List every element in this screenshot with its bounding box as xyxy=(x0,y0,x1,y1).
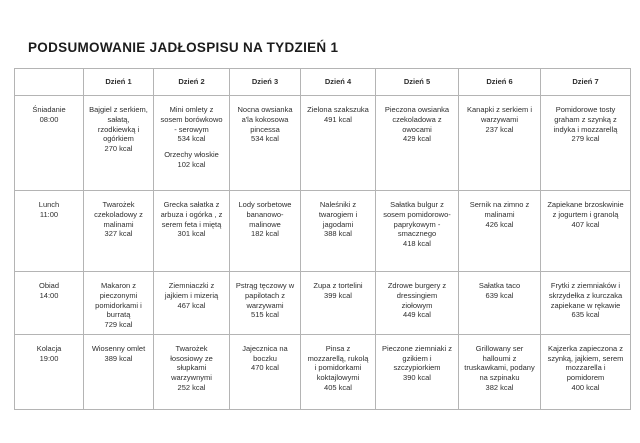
dish-name: Makaron z pieczonymi pomidorkami i burratą xyxy=(95,281,142,320)
dish-entry xyxy=(464,344,535,393)
day-header-1: Dzień 1 xyxy=(84,69,154,96)
corner-cell xyxy=(15,69,84,96)
dish-name: Twarożek łososiowy ze słupkami warzywnymi xyxy=(170,343,213,382)
dish-entry xyxy=(546,105,625,144)
dish-kcal: 418 kcal xyxy=(403,239,431,248)
meal-cell xyxy=(376,191,459,272)
meal-cell xyxy=(376,272,459,335)
dish-kcal: 390 kcal xyxy=(403,373,431,382)
day-header-6: Dzień 6 xyxy=(459,69,541,96)
dish-name: Pomidorowe tosty graham z szynką z indyka i mozzarellą xyxy=(553,105,618,134)
meal-cell xyxy=(154,191,230,272)
dish-name: Ziemniaczki z jajkiem i mizerią xyxy=(164,281,219,300)
meal-row xyxy=(15,191,631,272)
meal-name: Lunch xyxy=(38,200,60,209)
dish-entry xyxy=(159,344,224,393)
dish-entry xyxy=(306,105,370,125)
meal-row-label xyxy=(15,334,84,409)
dish-name: Frytki z ziemniaków i skrzydełka z kurczaka zapiekane w rękawie xyxy=(548,281,623,310)
meal-cell xyxy=(541,96,631,191)
dish-kcal: 470 kcal xyxy=(251,363,279,373)
meal-plan-table xyxy=(14,68,631,410)
dish-kcal: 467 kcal xyxy=(177,300,206,310)
dish-kcal: 382 kcal xyxy=(485,382,514,392)
dish-entry xyxy=(235,200,295,239)
dish-entry xyxy=(546,281,625,320)
dish-kcal: 426 kcal xyxy=(485,219,514,229)
dish-entry xyxy=(306,281,370,301)
dish-kcal: 279 kcal xyxy=(571,134,600,144)
dish-entry xyxy=(381,344,453,383)
meal-cell xyxy=(459,272,541,335)
meal-cell xyxy=(154,272,230,335)
meal-cell xyxy=(154,96,230,191)
dish-entry xyxy=(89,344,148,364)
meal-cell xyxy=(376,96,459,191)
dish-entry xyxy=(306,344,370,393)
meal-cell xyxy=(84,272,154,335)
meal-cell xyxy=(541,272,631,335)
meal-cell xyxy=(301,96,376,191)
dish-name: Sernik na zimno z malinami xyxy=(469,200,530,219)
meal-cell xyxy=(541,334,631,409)
dish-kcal: 729 kcal xyxy=(104,320,133,329)
meal-cell xyxy=(84,334,154,409)
dish-name: Grecka sałatka z arbuza i ogórka , z serem feta i miętą xyxy=(160,200,223,229)
meal-name: Śniadanie xyxy=(32,105,66,114)
dish-name: Pstrąg tęczowy w papilotach z warzywami xyxy=(235,281,295,310)
meal-cell xyxy=(154,334,230,409)
dish-kcal: 405 kcal xyxy=(324,382,352,392)
dish-entry xyxy=(159,200,224,239)
dish-entry xyxy=(159,281,224,310)
dish-entry xyxy=(159,105,224,144)
dish-entry xyxy=(89,200,148,239)
dish-name: Kanapki z serkiem i warzywami xyxy=(466,105,533,124)
dish-entry xyxy=(89,105,148,154)
dish-entry xyxy=(381,281,453,320)
dish-name: Naleśniki z twarogiem i jagodami xyxy=(318,200,358,229)
dish-kcal: 327 kcal xyxy=(104,229,133,239)
meal-cell xyxy=(541,191,631,272)
dish-kcal: 301 kcal xyxy=(177,229,206,239)
dish-kcal: 399 kcal xyxy=(324,290,352,300)
meal-cell xyxy=(84,191,154,272)
meal-row xyxy=(15,272,631,335)
dish-kcal: 237 kcal xyxy=(485,124,514,134)
dish-name: Sałatka bulgur z sosem pomidorowo-paprykowym - smacznego xyxy=(383,200,451,239)
meal-cell xyxy=(376,334,459,409)
dish-entry xyxy=(546,200,625,229)
dish-kcal: 388 kcal xyxy=(324,229,352,239)
meal-name: Obiad xyxy=(38,281,59,290)
day-header-7: Dzień 7 xyxy=(541,69,631,96)
meal-cell xyxy=(459,191,541,272)
meal-cell xyxy=(459,96,541,191)
dish-kcal: 270 kcal xyxy=(104,144,133,153)
dish-name: Lody sorbetowe bananowo-malinowe xyxy=(238,200,292,229)
dish-name: Sałatka taco xyxy=(478,281,521,290)
meal-row xyxy=(15,96,631,191)
table-header xyxy=(15,69,631,96)
meal-cell xyxy=(230,272,301,335)
dish-entry xyxy=(306,200,370,239)
page-title: PODSUMOWANIE JADŁOSPISU NA TYDZIEŃ 1 xyxy=(28,40,339,55)
meal-cell xyxy=(230,334,301,409)
dish-entry xyxy=(235,105,295,144)
meal-time: 08:00 xyxy=(39,114,59,124)
dish-name: Zapiekane brzoskwinie z jogurtem i granolą xyxy=(547,200,624,219)
dish-name: Nocna owsianka a'la kokosowa pincessa xyxy=(237,105,293,134)
day-header-5: Dzień 5 xyxy=(376,69,459,96)
meal-time: 11:00 xyxy=(39,209,59,219)
dish-kcal: 400 kcal xyxy=(571,382,600,392)
dish-name: Mini omlety z sosem borówkowo - serowym xyxy=(160,105,223,134)
dish-name: Jajecznica na boczku xyxy=(242,343,288,363)
dish-kcal: 534 kcal xyxy=(251,134,279,144)
day-header-row xyxy=(15,69,631,96)
dish-kcal: 639 kcal xyxy=(485,290,514,300)
dish-entry xyxy=(464,200,535,229)
meal-row xyxy=(15,334,631,409)
meal-cell xyxy=(230,96,301,191)
meal-row-label xyxy=(15,272,84,335)
dish-kcal: 389 kcal xyxy=(104,353,133,363)
dish-kcal: 635 kcal xyxy=(571,310,600,320)
day-header-2: Dzień 2 xyxy=(154,69,230,96)
dish-entry xyxy=(464,105,535,134)
dish-kcal: 534 kcal xyxy=(177,134,206,144)
dish-entry xyxy=(235,344,295,373)
table-body xyxy=(15,96,631,410)
dish-entry xyxy=(89,281,148,330)
meal-cell xyxy=(230,191,301,272)
day-header-4: Dzień 4 xyxy=(301,69,376,96)
dish-name: Zielona szakszuka xyxy=(307,105,369,114)
meal-cell xyxy=(301,272,376,335)
meal-time: 19:00 xyxy=(39,353,59,363)
dish-entry xyxy=(464,281,535,301)
dish-entry xyxy=(235,281,295,320)
dish-name: Bajgiel z serkiem, sałatą, rzodkiewką i ogórkiem xyxy=(89,105,148,144)
meal-name: Kolacja xyxy=(36,343,62,353)
meal-row-label xyxy=(15,96,84,191)
dish-name: Kajzerka zapieczona z szynką, jajkiem, serem mozzarella i pomidorem xyxy=(547,343,624,382)
dish-name: Pieczone ziemniaki z gzikiem i szczypiorkiem xyxy=(381,343,453,373)
meal-cell xyxy=(459,334,541,409)
dish-name: Pinsa z mozzarellą, rukolą i pomidorkami koktajlowymi xyxy=(307,343,369,382)
dish-kcal: 102 kcal xyxy=(177,159,206,169)
dish-kcal: 182 kcal xyxy=(251,229,279,239)
meal-cell xyxy=(301,334,376,409)
dish-name: Grillowany ser halloumi z truskawkami, podany na szpinaku xyxy=(464,343,535,382)
day-header-3: Dzień 3 xyxy=(230,69,301,96)
dish-kcal: 252 kcal xyxy=(177,382,206,392)
dish-name: Pieczona owsianka czekoladowa z owocami xyxy=(384,105,450,134)
dish-kcal: 429 kcal xyxy=(403,134,431,144)
dish-entry xyxy=(381,200,453,249)
dish-kcal: 407 kcal xyxy=(571,219,600,229)
meal-cell xyxy=(301,191,376,272)
dish-name: Zupa z tortelini xyxy=(313,281,363,290)
dish-name: Zdrowe burgery z dressingiem ziołowym xyxy=(387,281,447,310)
dish-name: Wiosenny omlet xyxy=(91,343,146,353)
dish-kcal: 491 kcal xyxy=(324,114,352,124)
dish-name: Orzechy włoskie xyxy=(164,150,219,159)
dish-kcal: 515 kcal xyxy=(251,310,279,320)
meal-time: 14:00 xyxy=(39,290,59,300)
dish-entry xyxy=(381,105,453,144)
meal-row-label xyxy=(15,191,84,272)
dish-kcal: 449 kcal xyxy=(403,310,431,320)
dish-entry xyxy=(159,150,224,170)
meal-cell xyxy=(84,96,154,191)
dish-name: Twarożek czekoladowy z malinami xyxy=(94,200,143,229)
dish-entry xyxy=(546,344,625,393)
